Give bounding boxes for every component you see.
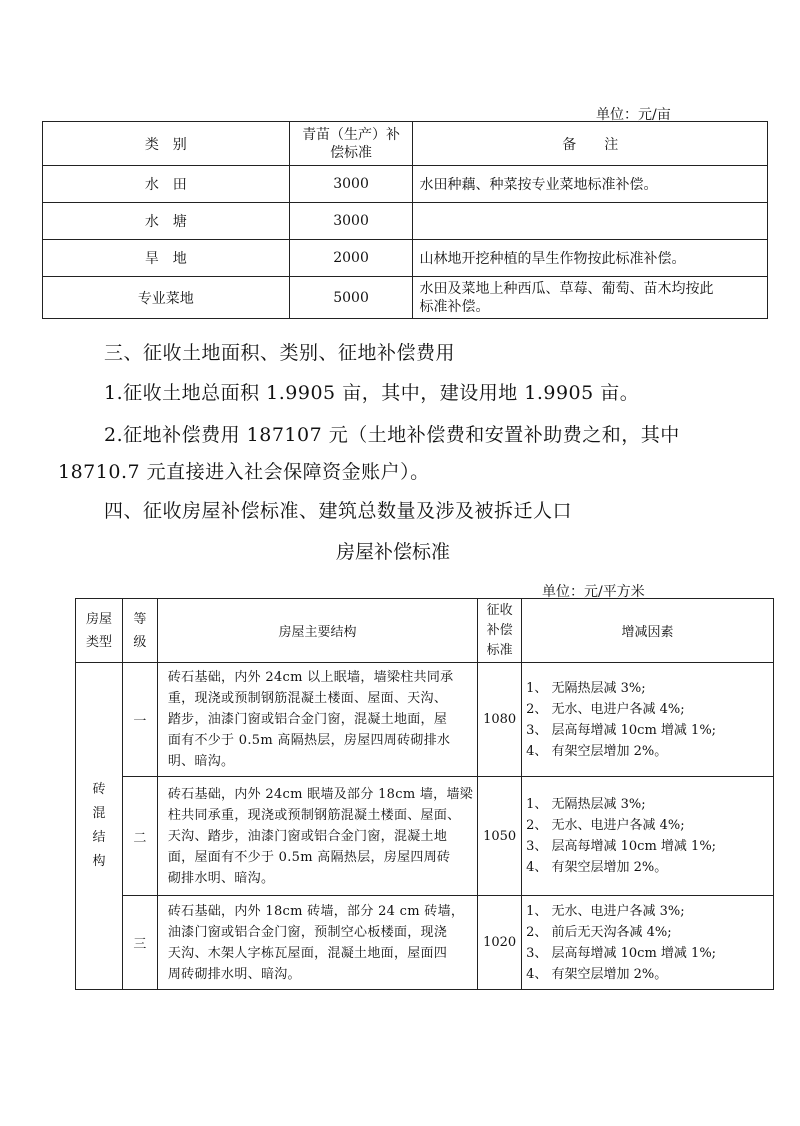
section3-item1: 1.征收土地总面积 1.9905 亩，其中，建设用地 1.9905 亩。	[104, 382, 640, 404]
table2-unit: 单位：元/平方米	[542, 584, 645, 600]
row-value: 3000	[289, 203, 413, 240]
structure-cell: 砖石基础，内外 18cm 砖墙，部分 24 cm 砖墙， 油漆门窗或铝合金门窗，预制空心板楼面，现浇 天沟、木架人字栋瓦屋面，混凝土地面，屋面四 周砖砌排水明、暗沟。	[157, 896, 477, 990]
row-value: 2000	[289, 240, 413, 277]
header-structure: 房屋主要结构	[157, 599, 477, 663]
table-row	[43, 277, 768, 319]
table-header-row	[43, 122, 768, 166]
factors-cell: 1、 无隔热层减 3%; 2、 无水、电进户各减 4%; 3、 层高每增减 10cm 增减 1%; 4、 有架空层增加 2%。	[522, 663, 774, 777]
header-category: 类 别	[43, 122, 290, 166]
structure-cell: 砖石基础，内外 24cm 眠墙及部分 18cm 墙，墙梁 柱共同承重，现浇或预制钢筋混凝土楼面、屋面、 天沟、踏步，油漆门窗或铝合金门窗，混凝土地 面，屋面有不少于 0.5m 高隔热层，房屋四周砖 砌排水明、暗沟。	[157, 777, 477, 896]
standard-value-cell: 1050	[478, 777, 522, 896]
table-row	[76, 896, 774, 990]
section3-item2-line2: 18710.7 元直接进入社会保障资金账户）。	[58, 461, 430, 483]
seedling-compensation-table	[42, 121, 768, 319]
header-factors: 增减因素	[522, 599, 774, 663]
table-row	[43, 240, 768, 277]
table-row	[43, 166, 768, 203]
section4-heading: 四、征收房屋补偿标准、建筑总数量及涉及被拆迁人口	[104, 500, 573, 522]
table-row	[43, 203, 768, 240]
grade-cell: 三	[122, 896, 157, 990]
row-remark: 山林地开挖种植的旱生作物按此标准补偿。	[413, 240, 768, 277]
factors-cell: 1、 无隔热层减 3%; 2、 无水、电进户各减 4%; 3、 层高每增减 10cm 增减 1%; 4、 有架空层增加 2%。	[522, 777, 774, 896]
header-standard: 青苗（生产）补 偿标准	[289, 122, 413, 166]
factors-cell: 1、 无水、电进户各减 3%; 2、 前后无天沟各减 4%; 3、 层高每增减 10cm 增减 1%; 4、 有架空层增加 2%。	[522, 896, 774, 990]
table-row	[76, 663, 774, 777]
standard-value-cell: 1020	[478, 896, 522, 990]
table-row	[76, 777, 774, 896]
section3-item2-line1: 2.征地补偿费用 187107 元（土地补偿费和安置补助费之和，其中	[104, 424, 680, 446]
row-value: 3000	[289, 166, 413, 203]
house-type-cell: 砖 混 结 构	[76, 663, 123, 990]
header-grade: 等 级	[122, 599, 157, 663]
header-remarks: 备 注	[413, 122, 768, 166]
row-category: 旱 地	[43, 240, 290, 277]
row-value: 5000	[289, 277, 413, 319]
header-house-type: 房屋 类型	[76, 599, 123, 663]
row-category: 专业菜地	[43, 277, 290, 319]
row-category: 水 塘	[43, 203, 290, 240]
house-compensation-table	[75, 598, 774, 990]
row-category: 水 田	[43, 166, 290, 203]
row-remark: 水田及菜地上种西瓜、草莓、葡萄、苗木均按此 标准补偿。	[413, 277, 768, 319]
grade-cell: 一	[122, 663, 157, 777]
table-header-row	[76, 599, 774, 663]
standard-value-cell: 1080	[478, 663, 522, 777]
section3-heading: 三、征收土地面积、类别、征地补偿费用	[104, 342, 456, 364]
structure-cell: 砖石基础，内外 24cm 以上眠墙，墙梁柱共同承 重，现浇或预制钢筋混凝土楼面、屋面、天沟、 踏步，油漆门窗或铝合金门窗，混凝土地面，屋 面有不少于 0.5m 高隔热层，房屋四周砖砌排水 明、暗沟。	[157, 663, 477, 777]
header-standard: 征收 补偿 标准	[478, 599, 522, 663]
table1-unit: 单位：元/亩	[596, 107, 671, 123]
row-remark: 水田种藕、种菜按专业菜地标准补偿。	[413, 166, 768, 203]
house-table-title: 房屋补偿标准	[336, 541, 451, 563]
row-remark	[413, 203, 768, 240]
grade-cell: 二	[122, 777, 157, 896]
